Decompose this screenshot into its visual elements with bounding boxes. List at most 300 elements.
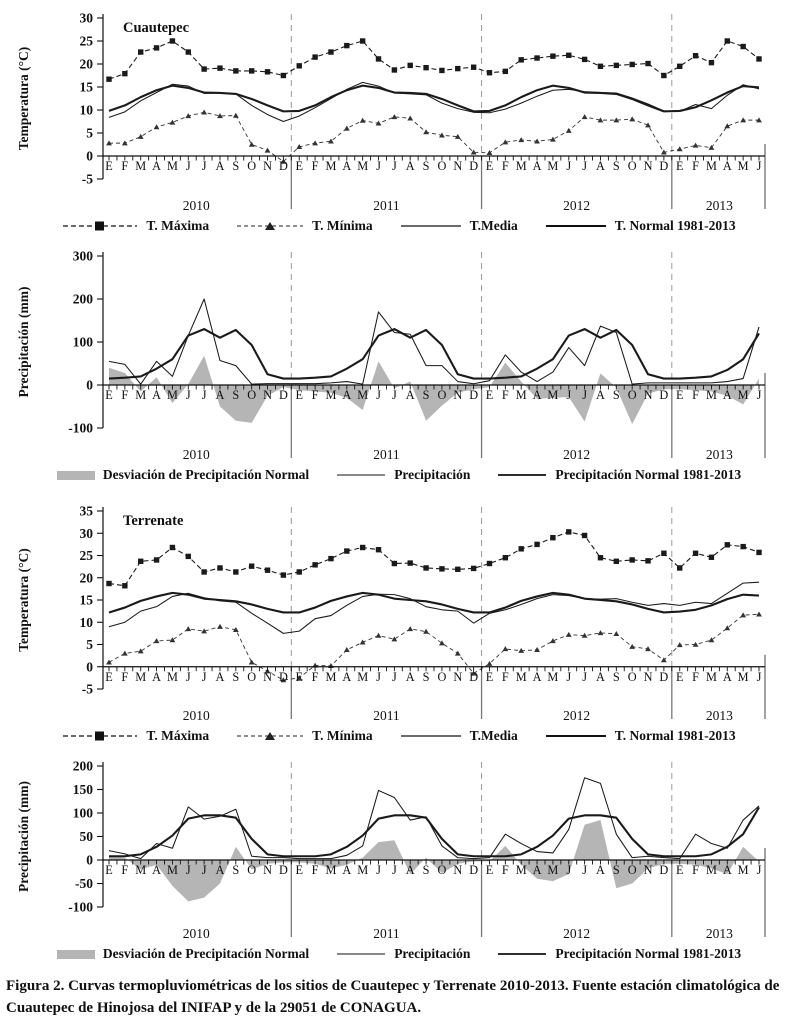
month-label: J: [756, 388, 762, 402]
month-label: A: [152, 388, 162, 402]
tmin-marker: [122, 651, 128, 656]
month-label: F: [311, 388, 319, 402]
month-label: J: [201, 669, 207, 684]
precipitation-line-symbol: [335, 469, 387, 481]
month-label: E: [485, 388, 494, 402]
month-label: A: [532, 669, 542, 684]
month-label: J: [185, 863, 191, 877]
month-label: J: [582, 159, 588, 173]
tmin-marker: [550, 137, 556, 142]
tmax-marker: [534, 542, 539, 547]
tmin-marker: [138, 648, 144, 653]
legend-temperature-cuautepec: [0, 218, 797, 234]
month-label: E: [675, 669, 684, 684]
month-label: O: [437, 669, 447, 684]
tmin-marker: [439, 640, 445, 645]
month-label: D: [659, 388, 669, 402]
month-label: S: [232, 863, 240, 877]
month-label: M: [135, 669, 147, 684]
month-label: A: [215, 669, 225, 684]
tmax-marker: [725, 38, 730, 43]
series-t-normal-1981-2013: [109, 593, 759, 613]
tmax-marker: [550, 535, 555, 540]
tmin-marker: [502, 646, 508, 651]
tmax-marker: [186, 49, 191, 54]
month-label: M: [705, 159, 717, 173]
month-label: J: [582, 669, 588, 684]
legend-item-t-media: [399, 218, 518, 234]
tmax-marker: [645, 61, 650, 66]
month-label: J: [566, 388, 572, 402]
month-label: D: [278, 388, 288, 402]
tmax-marker: [566, 529, 571, 534]
month-label: A: [215, 863, 225, 877]
tmax-marker: [297, 63, 302, 68]
tmin-marker: [201, 110, 207, 115]
month-label: M: [515, 669, 527, 684]
month-label: M: [135, 388, 147, 402]
month-label: F: [311, 159, 319, 173]
tmax-dashed-square-symbol: [61, 220, 139, 232]
tmax-marker: [106, 76, 111, 81]
y-tick-label: 30: [79, 10, 93, 26]
tmax-marker: [154, 45, 159, 50]
month-label: S: [232, 159, 240, 173]
tmedia-line-symbol: [399, 220, 463, 232]
month-label: F: [311, 863, 319, 877]
tmax-marker: [629, 557, 634, 562]
y-axis-title: Precipitación (mm): [16, 286, 31, 398]
month-label: A: [405, 388, 415, 402]
month-label: F: [121, 159, 129, 173]
month-label: J: [201, 159, 207, 173]
tmin-marker: [582, 114, 588, 119]
tmax-marker: [328, 49, 333, 54]
legend-precipitation-cuautepec: [0, 467, 797, 483]
legend-label: Precipitación Normal 1981-2013: [555, 946, 742, 961]
month-label: J: [201, 863, 207, 877]
month-label: A: [532, 863, 542, 877]
tmin-marker: [233, 113, 239, 118]
month-label: N: [643, 159, 653, 173]
month-label: E: [675, 388, 684, 402]
month-label: E: [105, 669, 113, 684]
legend-item-precipitacion-normal: [496, 467, 741, 483]
y-tick-label: 150: [72, 782, 93, 797]
month-label: F: [692, 159, 700, 173]
month-label: M: [547, 863, 559, 877]
legend-item-precipitacion: [335, 467, 470, 483]
month-label: J: [756, 159, 762, 173]
tmax-marker: [217, 65, 222, 70]
tmin-marker: [106, 660, 112, 665]
month-label: M: [325, 388, 337, 402]
tmin-marker: [249, 660, 255, 665]
month-label: M: [737, 669, 749, 684]
tmax-marker: [756, 56, 761, 61]
tmin-marker: [154, 124, 160, 129]
tmax-dashed-square-symbol: [61, 730, 139, 742]
tmin-marker: [122, 140, 128, 145]
figure-caption: Figura 2. Curvas termopluviométricas de los sitios de Cuautepec y Terrenate 2010-2013. Fuente estación climatológica de Cuautepec de Hinojosa del INIFAP y de la 29051 de CONAGUA.: [6, 978, 780, 1016]
month-label: M: [357, 863, 369, 877]
tmin-dashed-triangle-symbol: [235, 220, 305, 232]
month-label: A: [722, 669, 732, 684]
year-label: 2013: [705, 198, 733, 213]
tmax-marker: [154, 557, 159, 562]
month-label: A: [405, 863, 415, 877]
month-label: A: [342, 863, 352, 877]
legend-item-precipitacion-normal: [496, 946, 741, 962]
tmax-marker: [360, 38, 365, 43]
month-label: M: [515, 388, 527, 402]
tmax-marker: [312, 54, 317, 59]
tmax-marker: [455, 567, 460, 572]
tmin-marker: [407, 115, 413, 120]
month-label: M: [166, 863, 178, 877]
tmax-marker: [408, 560, 413, 565]
tmax-marker: [249, 68, 254, 73]
month-label: J: [201, 388, 207, 402]
precipitation-normal-line-symbol: [496, 948, 548, 960]
tmax-marker: [392, 561, 397, 566]
y-tick-label: 15: [79, 79, 93, 95]
month-label: F: [501, 388, 509, 402]
chart-title: Cuautepec: [123, 20, 190, 36]
month-label: S: [232, 388, 240, 402]
month-label: M: [135, 159, 147, 173]
month-label: J: [185, 388, 191, 402]
tmax-marker: [439, 566, 444, 571]
month-label: M: [737, 863, 749, 877]
tmin-marker: [360, 118, 366, 123]
month-label: J: [582, 863, 588, 877]
precipitation-normal-line-symbol: [496, 469, 548, 481]
month-label: D: [278, 863, 288, 877]
series-t-m-xima: [109, 532, 759, 586]
y-tick-label: 15: [79, 592, 93, 608]
tmax-marker: [344, 548, 349, 553]
legend-item-t-maxima: [61, 728, 209, 744]
month-label: M: [166, 159, 178, 173]
terrenate-precipitation-plot: [8, 754, 788, 944]
chart-title: Terrenate: [123, 513, 184, 529]
tmax-marker: [550, 53, 555, 58]
month-label: N: [453, 863, 463, 877]
month-label: M: [325, 159, 337, 173]
month-label: F: [501, 669, 509, 684]
month-label: M: [547, 388, 559, 402]
tmin-marker: [566, 632, 572, 637]
year-label: 2010: [182, 926, 210, 941]
legend-label: Desviación de Precipitación Normal: [102, 467, 310, 482]
tmax-marker: [392, 67, 397, 72]
tmax-marker: [265, 567, 270, 572]
y-tick-label: 20: [79, 56, 93, 72]
month-label: A: [722, 159, 732, 173]
month-label: O: [627, 388, 637, 402]
year-label: 2011: [373, 198, 400, 213]
month-label: D: [469, 388, 479, 402]
y-tick-label: -5: [81, 681, 93, 697]
month-label: M: [705, 388, 717, 402]
tmax-marker: [170, 38, 175, 43]
legend-item-t-normal: [544, 728, 736, 744]
month-label: A: [596, 159, 605, 173]
tmin-marker: [550, 638, 556, 643]
legend-item-t-normal: [544, 218, 736, 234]
month-label: J: [756, 863, 762, 877]
month-label: S: [422, 159, 430, 173]
tmin-marker: [344, 647, 350, 652]
month-label: D: [659, 669, 669, 684]
tmax-marker: [344, 43, 349, 48]
month-label: A: [152, 863, 162, 877]
tmax-marker: [201, 569, 206, 574]
tmax-marker: [693, 53, 698, 58]
y-tick-label: 100: [72, 805, 93, 821]
month-label: J: [582, 388, 588, 402]
tmax-marker: [281, 572, 286, 577]
y-tick-label: 30: [79, 525, 93, 541]
legend-item-t-maxima: [61, 218, 209, 234]
tmax-marker: [629, 62, 634, 67]
month-label: D: [278, 159, 288, 173]
month-label: A: [405, 159, 415, 173]
month-label: N: [263, 863, 272, 877]
cuautepec-precipitation-plot: [8, 244, 788, 465]
month-label: F: [501, 863, 509, 877]
month-label: N: [643, 669, 653, 684]
month-label: A: [532, 388, 542, 402]
year-label: 2011: [373, 708, 400, 723]
month-label: J: [566, 159, 572, 173]
month-label: J: [566, 669, 572, 684]
tmin-marker: [518, 137, 524, 142]
tmax-marker: [249, 563, 254, 568]
month-label: E: [675, 863, 684, 877]
tmax-marker: [598, 64, 603, 69]
month-label: J: [376, 159, 381, 173]
tmax-marker: [423, 565, 428, 570]
month-label: F: [311, 669, 319, 684]
tmax-marker: [503, 69, 508, 74]
tmin-marker: [265, 148, 271, 153]
month-label: O: [627, 159, 637, 173]
tmax-marker: [566, 53, 571, 58]
month-label: N: [643, 863, 653, 877]
month-label: A: [152, 669, 162, 684]
month-label: J: [391, 388, 397, 402]
tmin-marker: [407, 626, 413, 631]
y-tick-label: 0: [86, 377, 93, 393]
tmax-marker: [328, 556, 333, 561]
month-label: O: [437, 863, 447, 877]
legend-label: Precipitación: [394, 467, 471, 482]
month-label: F: [121, 863, 129, 877]
year-label: 2013: [705, 708, 733, 723]
series-t-media: [109, 82, 759, 121]
tmin-marker: [312, 140, 318, 145]
tnormal-line-symbol: [544, 220, 608, 232]
month-label: E: [485, 159, 494, 173]
month-label: M: [166, 669, 178, 684]
tmin-dashed-triangle-symbol: [235, 730, 305, 742]
tmax-marker: [201, 66, 206, 71]
month-label: E: [485, 669, 494, 684]
tmax-marker: [376, 56, 381, 61]
month-label: D: [659, 863, 669, 877]
tmax-marker: [582, 57, 587, 62]
month-label: S: [422, 388, 430, 402]
month-label: A: [215, 388, 225, 402]
y-tick-label: 0: [86, 659, 93, 675]
tmin-marker: [487, 150, 493, 155]
tmin-marker: [629, 116, 635, 121]
month-label: O: [247, 863, 257, 877]
month-label: A: [596, 388, 605, 402]
tmax-marker: [740, 44, 745, 49]
year-label: 2012: [563, 447, 591, 462]
tmin-marker: [566, 128, 572, 133]
tmin-marker: [376, 633, 382, 638]
legend-label: T. Máxima: [146, 728, 210, 743]
month-label: M: [135, 863, 147, 877]
legend-label: Desviación de Precipitación Normal: [102, 946, 310, 961]
tmax-marker: [312, 562, 317, 567]
month-label: J: [185, 159, 191, 173]
tmax-marker: [598, 555, 603, 560]
tmax-marker: [455, 66, 460, 71]
tmax-marker: [376, 547, 381, 552]
y-tick-label: 35: [79, 503, 93, 519]
month-label: A: [215, 159, 225, 173]
legend-label: T. Normal 1981-2013: [614, 728, 736, 743]
chart-terrenate-precipitation: [0, 754, 797, 944]
month-label: J: [756, 669, 762, 684]
year-label: 2012: [563, 926, 591, 941]
legend-item-deviation: [56, 946, 309, 962]
tmax-marker: [360, 545, 365, 550]
month-label: M: [357, 159, 369, 173]
month-label: S: [232, 669, 240, 684]
chart-terrenate-temperature: [0, 499, 797, 726]
y-tick-label: 0: [86, 852, 93, 868]
tmax-marker: [233, 68, 238, 73]
month-label: M: [705, 669, 717, 684]
legend-label: Precipitación: [394, 946, 471, 961]
tmax-marker: [186, 554, 191, 559]
month-label: E: [105, 863, 113, 877]
legend-item-precipitacion: [335, 946, 470, 962]
year-label: 2010: [182, 708, 210, 723]
tmax-marker: [487, 561, 492, 566]
tmin-marker: [138, 134, 144, 139]
y-tick-label: -100: [68, 899, 93, 915]
tmin-marker: [613, 631, 619, 636]
tmax-marker: [281, 73, 286, 78]
tmax-marker: [471, 566, 476, 571]
month-label: S: [422, 669, 430, 684]
tmax-marker: [423, 65, 428, 70]
tmax-marker: [661, 73, 666, 78]
tmin-marker: [756, 611, 762, 616]
month-label: J: [376, 669, 381, 684]
tmax-marker: [265, 69, 270, 74]
tnormal-line-symbol: [544, 730, 608, 742]
tmin-marker: [170, 120, 176, 125]
y-tick-label: -5: [81, 171, 93, 187]
month-label: M: [547, 669, 559, 684]
tmax-marker: [471, 65, 476, 70]
tmin-marker: [629, 644, 635, 649]
month-label: A: [596, 863, 605, 877]
year-label: 2010: [182, 198, 210, 213]
tmin-marker: [423, 129, 429, 134]
legend-label: T.Media: [469, 728, 518, 743]
tmin-marker: [154, 638, 160, 643]
tmin-marker: [693, 143, 699, 148]
legend-item-deviation: [56, 467, 309, 483]
y-tick-label: 50: [79, 829, 93, 844]
month-label: J: [376, 388, 381, 402]
month-label: O: [247, 159, 257, 173]
month-label: M: [357, 669, 369, 684]
month-label: A: [152, 159, 162, 173]
month-label: A: [722, 388, 732, 402]
month-label: N: [453, 669, 463, 684]
legend-label: T.Media: [469, 218, 518, 233]
month-label: D: [278, 669, 288, 684]
month-label: O: [437, 388, 447, 402]
tmin-marker: [185, 626, 191, 631]
tmax-marker: [645, 558, 650, 563]
tmax-marker: [582, 533, 587, 538]
year-label: 2013: [705, 926, 733, 941]
tmax-marker: [138, 49, 143, 54]
year-label: 2011: [373, 926, 400, 941]
month-label: A: [722, 863, 732, 877]
tmin-marker: [217, 624, 223, 629]
tmax-marker: [677, 64, 682, 69]
y-tick-label: 5: [86, 125, 93, 141]
month-label: M: [547, 159, 559, 173]
month-label: A: [342, 159, 352, 173]
tmax-marker: [233, 569, 238, 574]
y-tick-label: 10: [79, 102, 93, 118]
year-label: 2013: [705, 447, 733, 462]
month-label: D: [659, 159, 669, 173]
month-label: S: [422, 863, 430, 877]
series-precipitaci-n: [109, 778, 759, 859]
month-label: F: [692, 863, 700, 877]
legend-item-t-minima: [235, 728, 373, 744]
tmax-marker: [122, 583, 127, 588]
month-label: A: [405, 669, 415, 684]
month-label: F: [692, 388, 700, 402]
month-label: M: [515, 863, 527, 877]
legend-label: Precipitación Normal 1981-2013: [555, 467, 742, 482]
chart-cuautepec-temperature: [0, 6, 797, 216]
month-label: O: [627, 863, 637, 877]
y-axis-title: Temperatura (°C): [16, 46, 31, 151]
month-label: J: [185, 669, 191, 684]
month-label: F: [121, 388, 129, 402]
month-label: E: [485, 863, 494, 877]
month-label: N: [263, 669, 272, 684]
terrenate-temperature-plot: [8, 499, 788, 726]
month-label: O: [437, 159, 447, 173]
